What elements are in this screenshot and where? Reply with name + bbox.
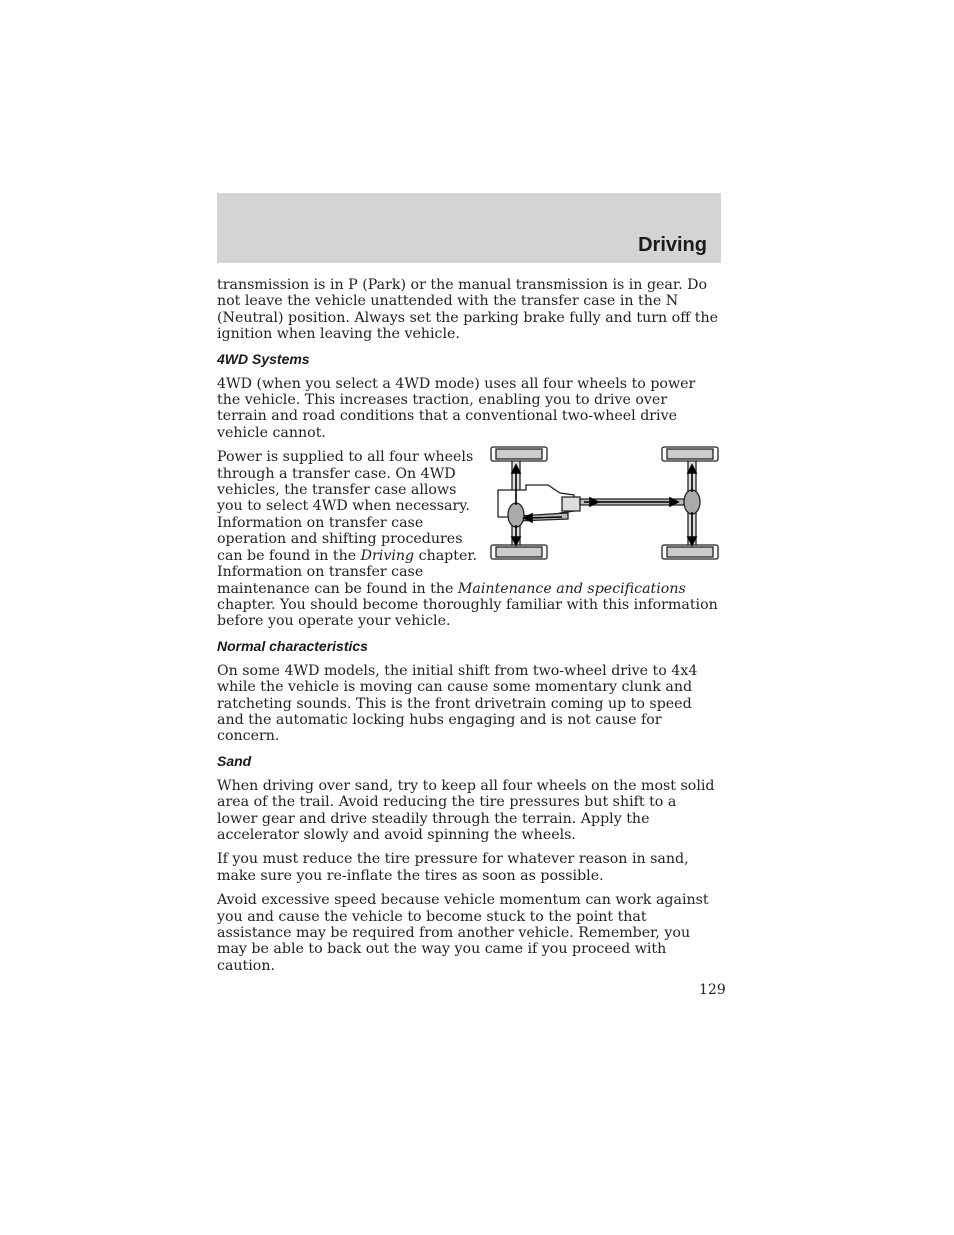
chapter-header-band — [217, 193, 721, 263]
paragraph-4wd-description: 4WD (when you select a 4WD mode) uses all four wheels to power the vehicle. This increases traction, enabling you to drive over terrain and road conditions that a conventional two-wheel drive vehicle cannot. — [217, 375, 696, 441]
paragraph-sand-2: If you must reduce the tire pressure for whatever reason in sand, make sure you re-inflate the tires as soon as possible. — [217, 851, 689, 884]
page-number: 129 — [699, 982, 726, 998]
transfer-case — [562, 497, 580, 511]
text-segment: chapter. Information on transfer case maintenance can be found in the — [217, 547, 478, 597]
heading-4wd-systems: 4WD Systems — [217, 350, 310, 367]
page-content — [217, 277, 719, 982]
text-segment: Power is supplied to all four wheels through a transfer case. On 4WD vehicles, the transfer case allows you to select 4WD when necessary. Information on transfer case operation and shifting procedures can be found in the — [217, 449, 474, 564]
wheel-rear-bottom — [491, 545, 547, 559]
link-driving-chapter: Driving — [360, 547, 415, 564]
heading-sand: Sand — [217, 752, 252, 769]
front-differential — [684, 490, 700, 514]
wheel-front-bottom — [662, 545, 718, 559]
text-segment: chapter. You should become thoroughly familiar with this information before you operate your vehicle. — [217, 596, 718, 630]
paragraph-normal-characteristics: On some 4WD models, the initial shift from two-wheel drive to 4x4 while the vehicle is moving can cause some momentary clunk and ratcheting sounds. This is the front drivetrain coming up to speed and the automatic locking hubs engaging and is not cause for concern. — [217, 662, 698, 745]
heading-normal-characteristics: Normal characteristics — [217, 637, 368, 654]
intro-paragraph: transmission is in P (Park) or the manual transmission is in gear. Do not leave the vehicle unattended with the transfer case in the N (Neutral) position. Always set the parking brake fully and turn off the ignition when leaving the vehicle. — [217, 277, 719, 343]
drivetrain-diagram — [488, 445, 720, 567]
wheel-front-top — [662, 447, 718, 461]
paragraph-sand-1: When driving over sand, try to keep all four wheels on the most solid area of the trail. Avoid reducing the tire pressures but shift to a lower gear and drive steadily through the terrain. Apply the accelerator slowly and avoid spinning the wheels. — [217, 777, 715, 843]
link-maintenance-chapter: Maintenance and specifications — [457, 580, 686, 597]
rear-differential — [508, 503, 524, 527]
wheel-rear-top — [491, 447, 547, 461]
paragraph-sand-3: Avoid excessive speed because vehicle momentum can work against you and cause the vehicle to become stuck to the point that assistance may be required from another vehicle. Remember, you may be able to back out the way you came if you proceed with caution. — [217, 892, 709, 974]
chapter-title: Driving — [638, 234, 707, 256]
